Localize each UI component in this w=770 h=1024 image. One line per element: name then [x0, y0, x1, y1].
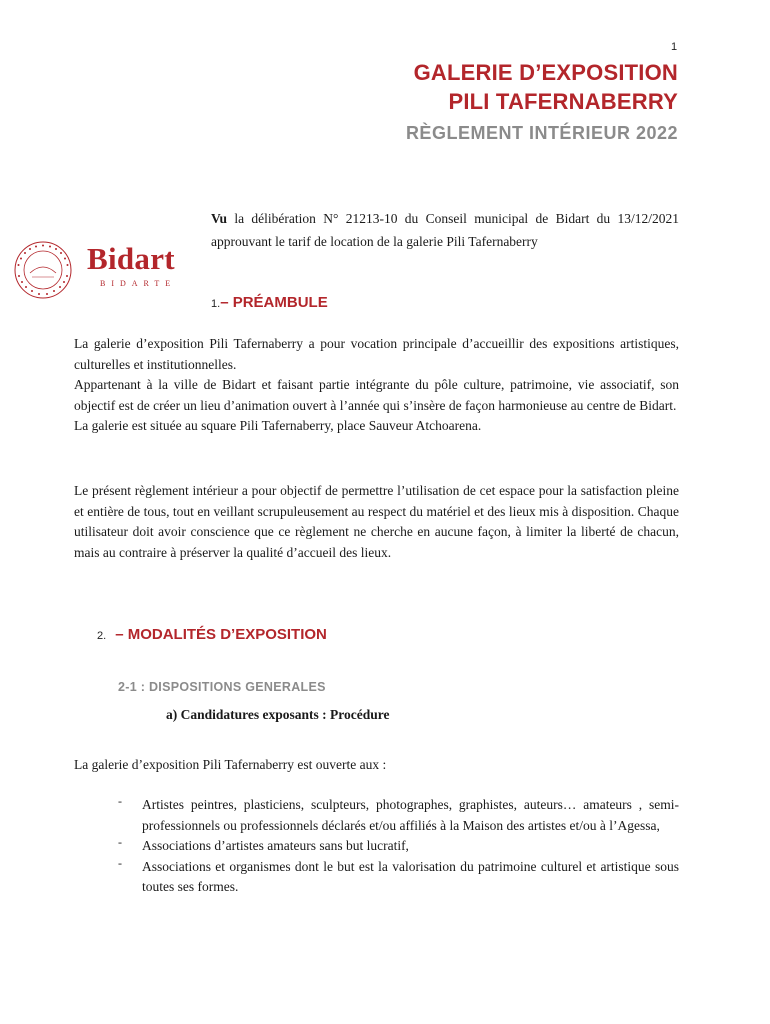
subsection-a-heading: a) Candidatures exposants : Procédure — [166, 707, 390, 722]
page-number: 1 — [671, 41, 678, 53]
preambule-line-3: La galerie est située au square Pili Tafernaberry, place Sauveur Atchoarena. — [74, 418, 482, 433]
section-heading-preambule — [211, 294, 328, 311]
logo-subtitle: BIDARTE — [100, 279, 177, 288]
eligible-list — [118, 795, 679, 898]
document-subtitle: RÈGLEMENT INTÉRIEUR 2022 — [405, 123, 678, 143]
title-line-2: PILI TAFERNABERRY — [448, 89, 678, 114]
intro-text: La galerie d’exposition Pili Tafernaberry est ouverte aux : — [74, 757, 387, 772]
deliberation-text: la délibération N° 21213-10 du Conseil municipal de Bidart du 13/12/2021 approuvant le tarif de location de la galerie Pili Tafernaberry — [211, 211, 679, 249]
list-item-text: Artistes peintres, plasticiens, sculpteurs, photographes, graphistes, auteurs… amateurs , semi-professionnels ou professionnels déclarés et/ou affiliés à la Maison des artistes et/ou à l’Agessa, — [142, 797, 679, 833]
dash-bullet-icon: - — [118, 855, 122, 870]
section-number: 1. — [211, 298, 221, 310]
section-heading-modalites — [97, 626, 327, 643]
list-item — [118, 857, 679, 898]
dash-bullet-icon: - — [118, 835, 122, 849]
section-title: – MODALITÉS D’EXPOSITION — [115, 626, 327, 643]
dash-bullet-icon: - — [118, 794, 122, 808]
reglement-paragraph: Le présent règlement intérieur a pour objectif de permettre l’utilisation de cet espace pour la satisfaction pleine et entière de tous, tout en veillant scrupuleusement au respect du matériel et des lieux mis à disposition. Chaque utilisateur doit avoir conscience que ce règlement ne cherche en aucune façon, à limiter la liberté de chacun, mais au contraire à préserver la qualité d’accueil des lieux. — [74, 483, 679, 560]
section-number: 2. — [97, 630, 107, 642]
list-item-text: Associations et organismes dont le but est la valorisation du patrimoine culturel et artistique sous toutes ses formes. — [142, 858, 679, 894]
subsection-heading: 2-1 : DISPOSITIONS GENERALES — [118, 680, 326, 694]
section-title: – PRÉAMBULE — [220, 294, 328, 311]
list-item — [118, 836, 679, 857]
preambule-paragraph — [74, 334, 679, 437]
vu-label: Vu — [211, 211, 228, 226]
title-line-1: GALERIE D’EXPOSITION — [413, 60, 678, 85]
logo-wordmark: Bidart — [87, 241, 175, 276]
list-item-text: Associations d’artistes amateurs sans but lucratif, — [142, 838, 409, 853]
preambule-line-1: La galerie d’exposition Pili Tafernaberry a pour vocation principale d’accueillir des expositions artistiques, culturelles et institutionnelles. — [74, 336, 679, 372]
deliberation-note — [211, 207, 679, 253]
document-title — [406, 58, 678, 145]
list-item — [118, 795, 679, 836]
bidart-seal-icon — [12, 239, 76, 301]
bidart-logo — [12, 239, 192, 301]
preambule-line-2: Appartenant à la ville de Bidart et faisant partie intégrante du pôle culture, patrimoine, vie associatif, son objectif est de créer un lieu d’animation ouvert à l’année qui s’insère de façon harmonieuse au centre de Bidart. — [74, 377, 679, 413]
